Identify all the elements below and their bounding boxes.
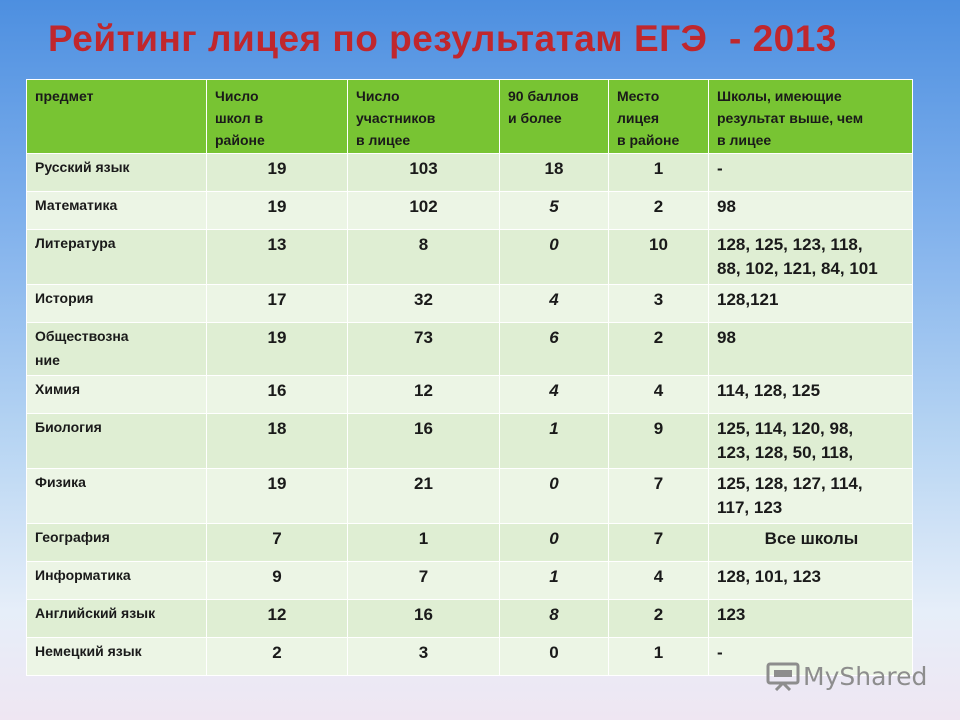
schools-count-cell: 12 — [207, 600, 348, 638]
presentation-board-icon — [766, 661, 800, 691]
subject-cell: Немецкий язык — [27, 638, 207, 676]
place-cell: 3 — [609, 285, 709, 323]
schools-count-cell: 19 — [207, 323, 348, 376]
participants-cell: 8 — [348, 230, 500, 285]
page-title: Рейтинг лицея по результатам ЕГЭ - 2013 — [48, 18, 837, 59]
higher-schools-cell: - — [709, 154, 913, 192]
schools-count-cell: 9 — [207, 562, 348, 600]
header-participants: Число участников в лицее — [348, 80, 500, 154]
place-cell: 9 — [609, 414, 709, 469]
table-row — [27, 192, 913, 230]
subject-cell: Химия — [27, 376, 207, 414]
score-90-plus-cell: 4 — [500, 376, 609, 414]
table-row — [27, 154, 913, 192]
score-90-plus-cell: 1 — [500, 414, 609, 469]
subject-cell: Литература — [27, 230, 207, 285]
higher-schools-cell: 128, 125, 123, 118, 88, 102, 121, 84, 101 — [709, 230, 913, 285]
watermark-logo — [766, 656, 936, 696]
place-cell: 10 — [609, 230, 709, 285]
table-row — [27, 323, 913, 376]
schools-count-cell: 2 — [207, 638, 348, 676]
table-row — [27, 469, 913, 524]
subject-cell: География — [27, 524, 207, 562]
table-row — [27, 230, 913, 285]
table-row — [27, 524, 913, 562]
higher-schools-cell: 98 — [709, 192, 913, 230]
schools-count-cell: 18 — [207, 414, 348, 469]
score-90-plus-cell: 18 — [500, 154, 609, 192]
participants-cell: 102 — [348, 192, 500, 230]
subject-cell: Русский язык — [27, 154, 207, 192]
table-row — [27, 600, 913, 638]
subject-cell: Физика — [27, 469, 207, 524]
participants-cell: 21 — [348, 469, 500, 524]
higher-schools-cell: 98 — [709, 323, 913, 376]
score-90-plus-cell: 5 — [500, 192, 609, 230]
participants-cell: 16 — [348, 414, 500, 469]
higher-schools-cell: 128,121 — [709, 285, 913, 323]
results-table — [26, 79, 913, 676]
score-90-plus-cell: 0 — [500, 230, 609, 285]
schools-count-cell: 19 — [207, 469, 348, 524]
higher-schools-cell: 128, 101, 123 — [709, 562, 913, 600]
participants-cell: 3 — [348, 638, 500, 676]
place-cell: 7 — [609, 524, 709, 562]
place-cell: 1 — [609, 638, 709, 676]
schools-count-cell: 13 — [207, 230, 348, 285]
table-header-row — [27, 80, 913, 154]
higher-schools-cell: 114, 128, 125 — [709, 376, 913, 414]
participants-cell: 12 — [348, 376, 500, 414]
place-cell: 7 — [609, 469, 709, 524]
score-90-plus-cell: 1 — [500, 562, 609, 600]
participants-cell: 7 — [348, 562, 500, 600]
score-90-plus-cell: 0 — [500, 469, 609, 524]
score-90-plus-cell: 8 — [500, 600, 609, 638]
participants-cell: 1 — [348, 524, 500, 562]
table-row — [27, 562, 913, 600]
subject-cell: Биология — [27, 414, 207, 469]
score-90-plus-cell: 6 — [500, 323, 609, 376]
score-90-plus-cell: 4 — [500, 285, 609, 323]
header-higher-schools: Школы, имеющие результат выше, чем в лицее — [709, 80, 913, 154]
place-cell: 4 — [609, 562, 709, 600]
header-schools-count: Число школ в районе — [207, 80, 348, 154]
higher-schools-cell: Все школы — [709, 524, 913, 562]
higher-schools-cell: 123 — [709, 600, 913, 638]
participants-cell: 32 — [348, 285, 500, 323]
schools-count-cell: 16 — [207, 376, 348, 414]
subject-cell: Английский язык — [27, 600, 207, 638]
higher-schools-cell: - — [709, 638, 913, 676]
higher-schools-cell: 125, 114, 120, 98, 123, 128, 50, 118, — [709, 414, 913, 469]
subject-cell: Математика — [27, 192, 207, 230]
table-row — [27, 285, 913, 323]
subject-cell: История — [27, 285, 207, 323]
score-90-plus-cell: 0 — [500, 638, 609, 676]
table-row — [27, 414, 913, 469]
table-row — [27, 376, 913, 414]
schools-count-cell: 7 — [207, 524, 348, 562]
higher-schools-cell: 125, 128, 127, 114, 117, 123 — [709, 469, 913, 524]
watermark-text: MyShared — [803, 661, 928, 691]
schools-count-cell: 19 — [207, 192, 348, 230]
subject-cell: Обществозна ние — [27, 323, 207, 376]
place-cell: 1 — [609, 154, 709, 192]
schools-count-cell: 19 — [207, 154, 348, 192]
place-cell: 2 — [609, 600, 709, 638]
place-cell: 4 — [609, 376, 709, 414]
participants-cell: 16 — [348, 600, 500, 638]
place-cell: 2 — [609, 323, 709, 376]
place-cell: 2 — [609, 192, 709, 230]
header-place: Место лицея в районе — [609, 80, 709, 154]
subject-cell: Информатика — [27, 562, 207, 600]
participants-cell: 73 — [348, 323, 500, 376]
participants-cell: 103 — [348, 154, 500, 192]
schools-count-cell: 17 — [207, 285, 348, 323]
header-90-plus: 90 баллов и более — [500, 80, 609, 154]
header-subject: предмет — [27, 80, 207, 154]
score-90-plus-cell: 0 — [500, 524, 609, 562]
